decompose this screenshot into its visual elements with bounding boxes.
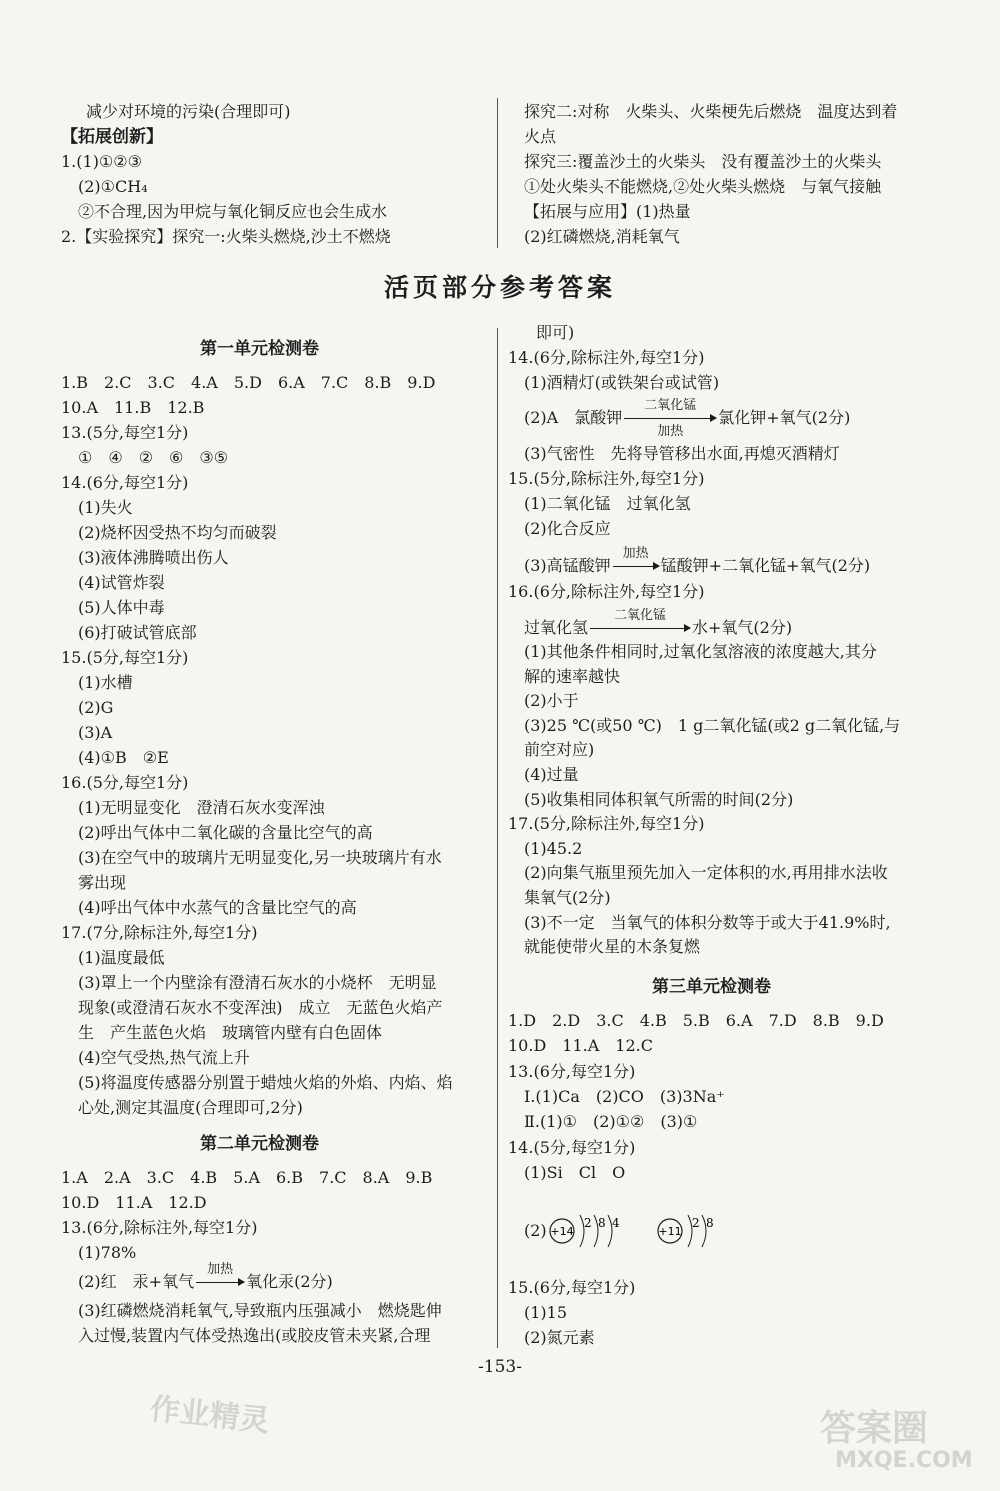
text-line: 集氧气(2分) (524, 888, 611, 907)
eq-text: (2)A 氯酸钾 (524, 408, 623, 427)
equation-line (524, 398, 851, 439)
text-line: 现象(或澄清石灰水不变浑浊) 成立 无蓝色火焰产 (78, 998, 443, 1017)
text-line: (3)25 ℃(或50 ℃) 1 g二氧化锰(或2 g二氧化锰,与 (524, 715, 901, 735)
arrow-condition: 加热 (657, 424, 684, 439)
unit3-heading: 第三单元检测卷 (652, 977, 771, 997)
text-line: (3)液体沸腾喷出伤人 (78, 548, 229, 567)
text-line: (2)红磷燃烧,消耗氧气 (524, 227, 680, 246)
atom-diagram-na (658, 1215, 714, 1247)
text-line: (1)78% (78, 1243, 137, 1262)
text-line heading: 【拓展与应用】(1)热量 (524, 202, 691, 221)
text-line: 10.D 11.A 12.D (61, 1193, 207, 1212)
text-line: ① ④ ② ⑥ ③⑤ (78, 448, 229, 467)
shell-electrons: 8 (598, 1216, 606, 1230)
text-line: 17.(7分,除标注外,每空1分) (61, 923, 258, 942)
text-line: (2)小于 (524, 691, 579, 711)
eq-text: 氧化汞(2分) (246, 1272, 333, 1291)
text-line: (3)A (78, 723, 113, 742)
text-line: Ⅱ.(1)① (2)①② (3)① (524, 1112, 698, 1132)
text-line: (2)①CH₄ (78, 177, 148, 196)
text-line: (1)15 (524, 1303, 568, 1322)
text-line: 前空对应) (524, 740, 595, 760)
eq-text: 锰酸钾+二氧化锰+氧气(2分) (660, 556, 871, 575)
section-title: 活页部分参考答案 (383, 273, 616, 302)
text-line: (1)45.2 (524, 838, 583, 858)
text-line: (5)收集相同体积氧气所需的时间(2分) (524, 789, 794, 809)
text-line: (5)人体中毒 (78, 598, 165, 617)
text-line: (1)二氧化锰 过氧化氢 (524, 494, 691, 513)
text-line: (5)将温度传感器分别置于蜡烛火焰的外焰、内焰、焰 (78, 1073, 453, 1092)
text-line: (2)化合反应 (524, 519, 611, 538)
text-line: (2)G (78, 698, 114, 717)
text-line: (2)氮元素 (524, 1328, 595, 1347)
watermark-url: MXQE.COM (835, 1448, 973, 1473)
column-divider (497, 328, 498, 1348)
text-line: 14.(6分,除标注外,每空1分) (508, 348, 705, 367)
atom-structure-diagrams (548, 1205, 748, 1255)
shell-electrons: 4 (612, 1216, 620, 1230)
eq-text: 过氧化氢 (524, 618, 589, 637)
text-line: 15.(5分,每空1分) (61, 648, 189, 667)
equation-line (524, 608, 793, 639)
watermark-left: 作业精灵 (148, 1391, 272, 1440)
reaction-arrow (588, 608, 692, 639)
text-line: (2)向集气瓶里预先加入一定体积的水,再用排水法收 (524, 863, 888, 883)
text-line: 2.【实验探究】探究一:火柴头燃烧,沙土不燃烧 (61, 227, 391, 246)
arrow-condition: 加热 (622, 546, 649, 561)
text-line: ②不合理,因为甲烷与氧化铜反应也会生成水 (78, 202, 388, 221)
text-line: 入过慢,装置内气体受热逸出(或胶皮管未夹紧,合理 (78, 1326, 431, 1345)
atom-diagram-si (550, 1215, 620, 1247)
text-line: 雾出现 (78, 873, 127, 892)
text-line: ①处火柴头不能燃烧,②处火柴头燃烧 与氧气接触 (524, 177, 882, 196)
eq-text: 氯化钾+氧气(2分) (718, 408, 851, 427)
text-line: (4)过量 (524, 765, 579, 784)
watermark-right: 答案圈 (820, 1408, 929, 1449)
text-line: 1.D 2.D 3.C 4.B 5.B 6.A 7.D 8.B 9.D (508, 1011, 884, 1030)
text-line: 火点 (524, 127, 557, 146)
text-line: 就能使带火星的木条复燃 (524, 937, 701, 957)
text-line: (4)空气受热,热气流上升 (78, 1048, 250, 1067)
column-divider (497, 98, 498, 248)
text-line: (6)打破试管底部 (78, 623, 197, 642)
text-line: 解的速率越快 (524, 666, 621, 686)
text-line: (4)试管炸裂 (78, 573, 165, 592)
text-line: 13.(6分,除标注外,每空1分) (61, 1218, 258, 1237)
text-line: 探究三:覆盖沙土的火柴头 没有覆盖沙土的火柴头 (524, 152, 882, 171)
text-line: 即可) (536, 323, 575, 342)
text-line: (3)气密性 先将导管移出水面,再熄灭酒精灯 (524, 444, 840, 463)
text-line: (2)呼出气体中二氧化碳的含量比空气的高 (78, 823, 373, 842)
arrow-condition: 二氧化锰 (614, 608, 667, 623)
equation-line (524, 546, 871, 577)
text-line: 16.(5分,每空1分) (61, 773, 189, 792)
shell-electrons: 2 (584, 1216, 592, 1230)
text-line: 探究二:对称 火柴头、火柴梗先后燃烧 温度达到着 (524, 102, 898, 121)
nucleus-charge: +14 (550, 1225, 574, 1238)
atom-label: (2) (524, 1221, 547, 1240)
text-line: (3)罩上一个内壁涂有澄清石灰水的小烧杯 无明显 (78, 973, 437, 992)
text-line: (1)温度最低 (78, 948, 165, 967)
text-line: 14.(6分,每空1分) (61, 473, 189, 492)
text-line: 13.(5分,每空1分) (61, 423, 189, 442)
shell-electrons: 2 (692, 1216, 700, 1230)
eq-text: (2)红 汞+氧气 (78, 1272, 195, 1291)
text-line: 10.D 11.A 12.C (508, 1036, 653, 1056)
text-line: (4)呼出气体中水蒸气的含量比空气的高 (78, 898, 357, 917)
reaction-arrow (611, 546, 661, 577)
text-line: 1.B 2.C 3.C 4.A 5.D 6.A 7.C 8.B 9.D (61, 373, 436, 392)
text-line: 1.A 2.A 3.C 4.B 5.A 6.B 7.C 8.A 9.B (61, 1168, 433, 1187)
text-line: 17.(5分,除标注外,每空1分) (508, 814, 705, 834)
eq-text: (3)高锰酸钾 (524, 556, 611, 575)
page-number: -153- (478, 1357, 522, 1377)
nucleus-charge: +11 (658, 1225, 682, 1238)
text-line: 减少对环境的污染(合理即可) (86, 102, 291, 121)
arrow-condition: 二氧化锰 (644, 398, 697, 413)
text-line: (1)酒精灯(或铁架台或试管) (524, 373, 720, 392)
text-line: (3)不一定 当氧气的体积分数等于或大于41.9%时, (524, 912, 891, 932)
eq-text: 水+氧气(2分) (692, 618, 793, 637)
text-line: 1.(1)①②③ (61, 152, 142, 171)
text-line: (4)①B ②E (78, 748, 169, 767)
text-line: (3)在空气中的玻璃片无明显变化,另一块玻璃片有水 (78, 848, 442, 867)
text-line: 10.A 11.B 12.B (61, 398, 205, 417)
unit2-heading: 第二单元检测卷 (200, 1134, 319, 1154)
text-line: (1)其他条件相同时,过氧化氢溶液的浓度越大,其分 (524, 642, 877, 661)
unit1-heading: 第一单元检测卷 (200, 339, 319, 359)
reaction-arrow (194, 1262, 246, 1293)
text-line: (1)Si Cl O (524, 1162, 626, 1182)
reaction-arrow (622, 398, 718, 439)
text-line: (1)无明显变化 澄清石灰水变浑浊 (78, 798, 325, 817)
text-line: 【拓展创新】 (61, 127, 163, 147)
text-line: 13.(6分,每空1分) (508, 1061, 636, 1081)
arrow-condition: 加热 (207, 1262, 234, 1277)
text-line: (1)水槽 (78, 673, 133, 692)
text-line: 生 产生蓝色火焰 玻璃管内壁有白色固体 (78, 1023, 383, 1042)
text-line: 15.(6分,每空1分) (508, 1278, 636, 1297)
text-line: Ⅰ.(1)Ca (2)CO (3)3Na⁺ (524, 1086, 725, 1106)
text-line: 15.(5分,除标注外,每空1分) (508, 469, 705, 488)
text-line: 心处,测定其温度(合理即可,2分) (78, 1098, 303, 1117)
text-line: 14.(5分,每空1分) (508, 1137, 636, 1157)
text-line: (2)烧杯因受热不均匀而破裂 (78, 523, 277, 542)
text-line: (3)红磷燃烧消耗氧气,导致瓶内压强减小 燃烧匙伸 (78, 1301, 442, 1320)
text-line: (1)失火 (78, 498, 133, 517)
unit2-equation (78, 1262, 333, 1293)
text-line: 16.(6分,除标注外,每空1分) (508, 582, 705, 601)
shell-electrons: 8 (706, 1216, 714, 1230)
